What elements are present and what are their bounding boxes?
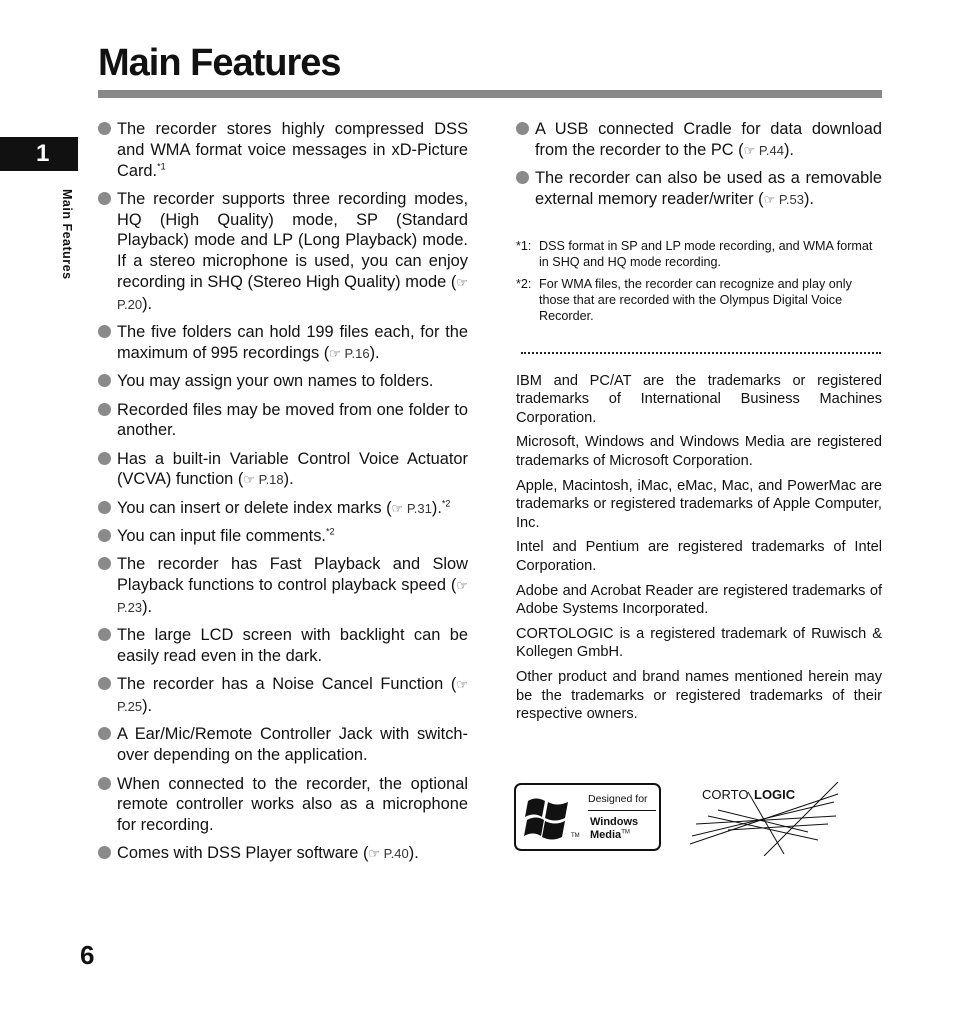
trademark-paragraph: Adobe and Acrobat Reader are registered trademarks of Adobe Systems Incorporated.	[516, 582, 882, 618]
feature-item: You can input file comments.$^{*2}$	[98, 526, 468, 548]
left-feature-list	[98, 119, 468, 872]
bullet-icon	[98, 403, 111, 416]
feature-item: The large LCD screen with backlight can be easily read even in the dark.	[98, 625, 468, 668]
bullet-icon	[98, 501, 111, 514]
feature-item: The five folders can hold 199 files each, for the maximum of 995 recordings (☞ P.16).	[98, 322, 468, 365]
bullet-icon	[98, 777, 111, 790]
windows-media-logo: TM Designed for Windows Media™	[514, 783, 661, 851]
trademark-paragraph: Microsoft, Windows and Windows Media are registered trademarks of Microsoft Corporation.	[516, 434, 882, 470]
bullet-icon	[98, 452, 111, 465]
feature-item: The recorder stores highly compressed DSS and WMA format voice messages in xD-Picture Card.$^{*1}$	[98, 119, 468, 182]
feature-item: A Ear/Mic/Remote Controller Jack with switch-over depending on the application.	[98, 724, 468, 767]
feature-item: Recorded files may be moved from one folder to another.	[98, 400, 468, 443]
bullet-icon	[516, 171, 529, 184]
feature-item: Has a built-in Variable Control Voice Actuator (VCVA) function (☞ P.18).	[98, 449, 468, 492]
bullet-icon	[98, 325, 111, 338]
bullet-icon	[98, 846, 111, 859]
bullet-icon	[98, 727, 111, 740]
feature-item: The recorder supports three recording modes, HQ (High Quality) mode, SP (Standard Playback) mode and LP (Long Playback) mode. If a stereo microphone is used, you can enjoy recording in SHQ (Stereo High Quality) mode (☞ P.20).	[98, 189, 468, 316]
dotted-separator	[521, 352, 881, 354]
windows-flag-icon	[524, 793, 570, 841]
feature-item: Comes with DSS Player software (☞ P.40).	[98, 843, 468, 865]
feature-item: You can insert or delete index marks (☞ P.31).$^{*2}$	[98, 498, 468, 520]
footnote: *2: For WMA files, the recorder can recognize and play only those that are recorded with the Olympus Digital Voice Recorder.	[516, 276, 852, 323]
feature-item: You may assign your own names to folders.	[98, 371, 468, 393]
right-column	[516, 119, 882, 730]
feature-item: The recorder can also be used as a removable external memory reader/writer (☞ P.53).	[516, 168, 882, 211]
trademark-paragraph: Apple, Macintosh, iMac, eMac, Mac, and PowerMac are trademarks or registered trademarks of Apple Computer, Inc.	[516, 477, 882, 531]
trademark-paragraph: IBM and PC/AT are the trademarks or registered trademarks of International Business Machines Corporation.	[516, 372, 882, 426]
side-section-label: Main Features	[60, 189, 74, 280]
bullet-icon	[98, 557, 111, 570]
feature-item: The recorder has a Noise Cancel Function (☞ P.25).	[98, 674, 468, 718]
footnote: *1: DSS format in SP and LP mode recording, and WMA format in SHQ and HQ mode recording.	[516, 238, 873, 269]
feature-item: When connected to the recorder, the optional remote controller works also as a microphone for recording.	[98, 774, 468, 837]
feature-item: A USB connected Cradle for data download from the recorder to the PC (☞ P.44).	[516, 119, 882, 162]
cortologic-logo	[688, 780, 840, 856]
trademark-paragraph: Intel and Pentium are registered trademarks of Intel Corporation.	[516, 539, 882, 575]
trademark-paragraph: Other product and brand names mentioned herein may be the trademarks or registered trademarks of their respective owners.	[516, 669, 882, 723]
chapter-tab: 1	[0, 137, 78, 171]
page-number: 6	[80, 940, 95, 970]
footnotes	[516, 238, 882, 324]
svg-text:CORTO: CORTO	[702, 787, 749, 802]
bullet-icon	[98, 122, 111, 135]
page-title: Main Features	[98, 42, 341, 84]
feature-item: The recorder has Fast Playback and Slow Playback functions to control playback speed (☞ P.23).	[98, 554, 468, 618]
svg-text:LOGIC: LOGIC	[754, 787, 796, 802]
bullet-icon	[98, 628, 111, 641]
trademark-paragraph: CORTOLOGIC is a registered trademark of Ruwisch & Kollegen GmbH.	[516, 625, 882, 661]
bullet-icon	[98, 374, 111, 387]
title-rule	[98, 90, 882, 98]
bullet-icon	[516, 122, 529, 135]
bullet-icon	[98, 192, 111, 205]
bullet-icon	[98, 529, 111, 542]
bullet-icon	[98, 677, 111, 690]
